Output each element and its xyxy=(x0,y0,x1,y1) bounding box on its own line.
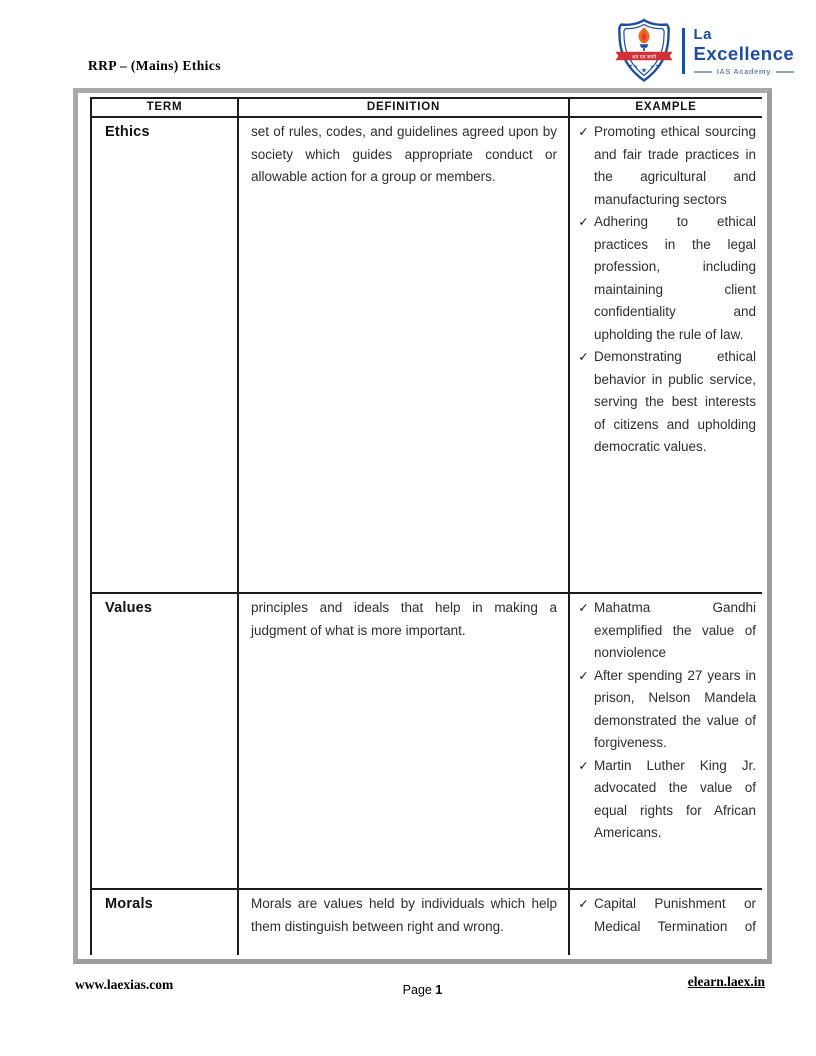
checkmark-icon: ✓ xyxy=(578,668,589,683)
column-header-term: TERM xyxy=(91,98,238,117)
table-header-row xyxy=(91,98,762,117)
checkmark-icon: ✓ xyxy=(578,215,589,229)
table-row xyxy=(91,889,762,955)
example-text: After spending 27 years in prison, Nelson Mandela demonstrated the value of forgiveness. xyxy=(594,667,756,750)
logo-dash-right xyxy=(776,71,794,73)
definition-cell: principles and ideals that help in making a judgment of what is more important. xyxy=(238,593,569,889)
table-row xyxy=(91,117,762,593)
checkmark-icon: ✓ xyxy=(578,758,589,773)
term-cell: Morals xyxy=(91,889,238,955)
term-cell: Ethics xyxy=(91,117,238,593)
document-title: RRP – (Mains) Ethics xyxy=(88,58,221,73)
logo-subtitle-row xyxy=(694,68,795,76)
page-label: Page xyxy=(402,983,432,997)
academy-logo xyxy=(613,18,794,84)
example-cell xyxy=(569,889,762,955)
example-cell xyxy=(569,117,762,593)
example-item xyxy=(573,346,757,459)
column-header-example: EXAMPLE xyxy=(569,98,762,117)
example-text: Promoting ethical sourcing and fair trade practices in the agricultural and manufacturing sectors xyxy=(594,124,756,207)
example-text: Capital Punishment or Medical Termination of xyxy=(594,896,756,934)
example-list xyxy=(573,597,757,845)
example-item xyxy=(573,211,757,346)
checkmark-icon: ✓ xyxy=(578,125,589,139)
example-item xyxy=(573,121,757,211)
logo-dash-left xyxy=(694,71,712,73)
checkmark-icon: ✓ xyxy=(578,601,589,615)
page-number: 1 xyxy=(435,983,443,997)
example-text: Adhering to ethical practices in the legal profession, including maintaining client confidentiality and upholding the rule of law. xyxy=(594,214,756,342)
logo-subtitle: IAS Academy xyxy=(716,67,771,76)
star-icon: ★ xyxy=(640,67,648,75)
logo-wordmark xyxy=(694,27,795,76)
example-item xyxy=(573,597,757,665)
example-item xyxy=(573,665,757,755)
terms-table-container xyxy=(90,97,762,955)
ribbon-text: श्रम एव जयते xyxy=(631,54,657,61)
logo-divider xyxy=(682,28,685,74)
definition-cell: set of rules, codes, and guidelines agreed upon by society which guides appropriate conduct or allowable action for a group or members. xyxy=(238,117,569,593)
column-header-definition: DEFINITION xyxy=(238,98,569,117)
example-text: Demonstrating ethical behavior in public service, serving the best interests of citizens and upholding democratic values. xyxy=(594,349,756,454)
checkmark-icon: ✓ xyxy=(578,897,589,911)
term-cell: Values xyxy=(91,593,238,889)
footer-page-indicator xyxy=(73,983,772,997)
example-item xyxy=(573,893,757,938)
footer-elearn-link[interactable]: elearn.laex.in xyxy=(687,974,765,989)
definition-cell: Morals are values held by individuals which help them distinguish between right and wrong. xyxy=(238,889,569,955)
example-item xyxy=(573,755,757,845)
example-list xyxy=(573,893,757,938)
table-row xyxy=(91,593,762,889)
example-list xyxy=(573,121,757,459)
logo-word-excellence: Excellence xyxy=(693,42,795,64)
checkmark-icon: ✓ xyxy=(578,350,589,364)
footer-website: www.laexias.com xyxy=(75,977,174,992)
example-text: Mahatma Gandhi exemplified the value of nonviolence xyxy=(594,600,756,660)
logo-word-la: La xyxy=(693,25,713,43)
example-text: Martin Luther King Jr. advocated the value of equal rights for African Americans. xyxy=(594,757,756,840)
example-cell xyxy=(569,593,762,889)
shield-logo-icon xyxy=(613,18,675,84)
terms-table xyxy=(90,97,762,955)
